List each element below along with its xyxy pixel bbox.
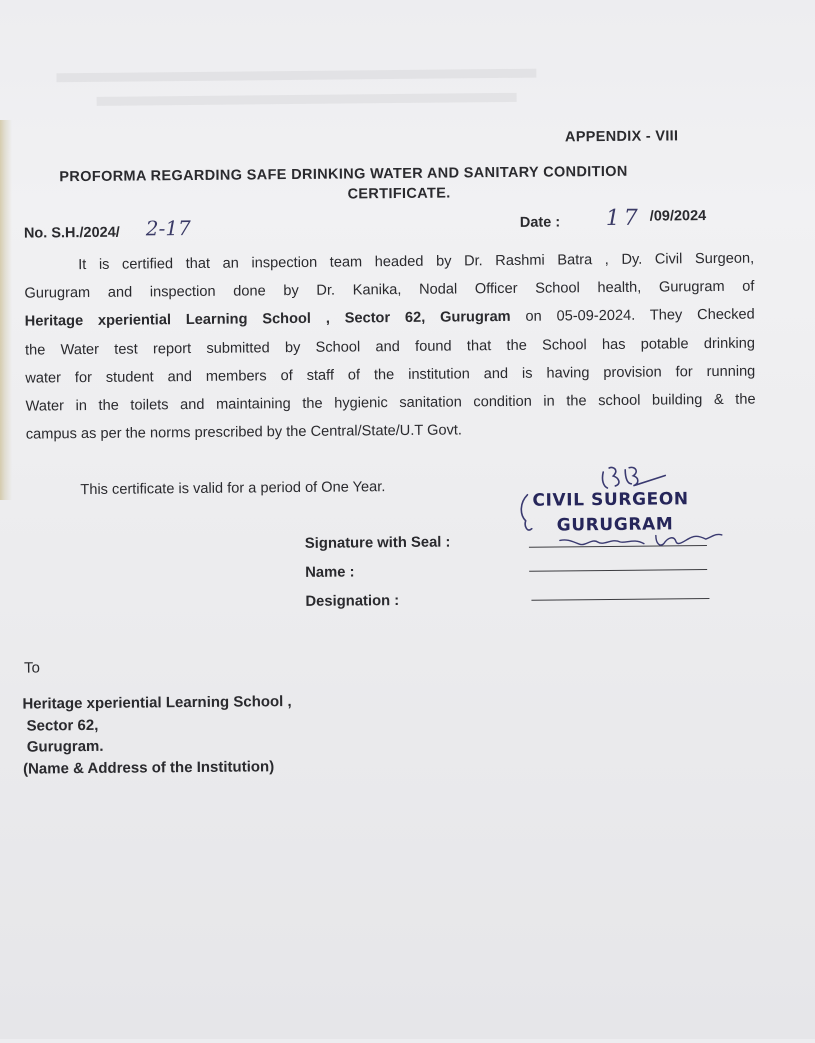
body-line-4: the Water test report submitted by School and found that the School has potable drinking (24, 335, 756, 359)
date-day-handwritten: 17 (605, 205, 642, 232)
recipient-address (22, 691, 292, 780)
body-line-1: It is certified that an inspection team headed by Dr. Rashmi Batra , Dy. Civil Surgeon, (78, 250, 755, 274)
designation-label: Designation : (305, 593, 400, 610)
appendix-label: APPENDIX - VIII (564, 128, 679, 146)
certificate-body (24, 245, 756, 449)
date-label: Date : (519, 214, 561, 231)
validity-statement: This certificate is valid for a period of One Year. (80, 479, 386, 499)
designation-line (531, 598, 709, 601)
body-line-7: campus as per the norms prescribed by the Central/State/U.T Govt. (25, 422, 463, 443)
body-line-5: water for student and members of staff of the institution and is having provision for running (25, 363, 756, 387)
reference-number-handwritten: 2-17 (145, 215, 191, 241)
name-label: Name : (305, 564, 355, 581)
body-line-6: Water in the toilets and maintaining the hygienic sanitation condition in the school building & the (25, 391, 756, 415)
recipient-name: Heritage xperiential Learning School , (22, 693, 292, 713)
document-title-line2: CERTIFICATE. (347, 185, 451, 203)
date-month-year: /09/2024 (649, 208, 707, 225)
document-title-line1: PROFORMA REGARDING SAFE DRINKING WATER AND SANITARY CONDITION (59, 163, 628, 186)
recipient-sector: Sector 62, (26, 716, 99, 735)
school-name-bold: Heritage xperiential Learning School , Sector 62, Gurugram (24, 309, 511, 331)
inspection-date-text: on 05-09-2024. They Checked (510, 306, 755, 326)
body-line-2: Gurugram and inspection done by Dr. Kanika, Nodal Officer School health, Gurugram of (24, 278, 755, 302)
stamp-line-2: GURUGRAM (556, 514, 674, 536)
stamp-line-1: CIVIL SURGEON (532, 489, 689, 511)
recipient-city: Gurugram. (26, 737, 104, 756)
show-through-text (56, 58, 577, 123)
signature-label: Signature with Seal : (304, 534, 451, 552)
reference-number-label: No. S.H./2024/ (23, 224, 120, 242)
recipient-caption: (Name & Address of the Institution) (22, 757, 275, 778)
to-label: To (23, 659, 41, 677)
